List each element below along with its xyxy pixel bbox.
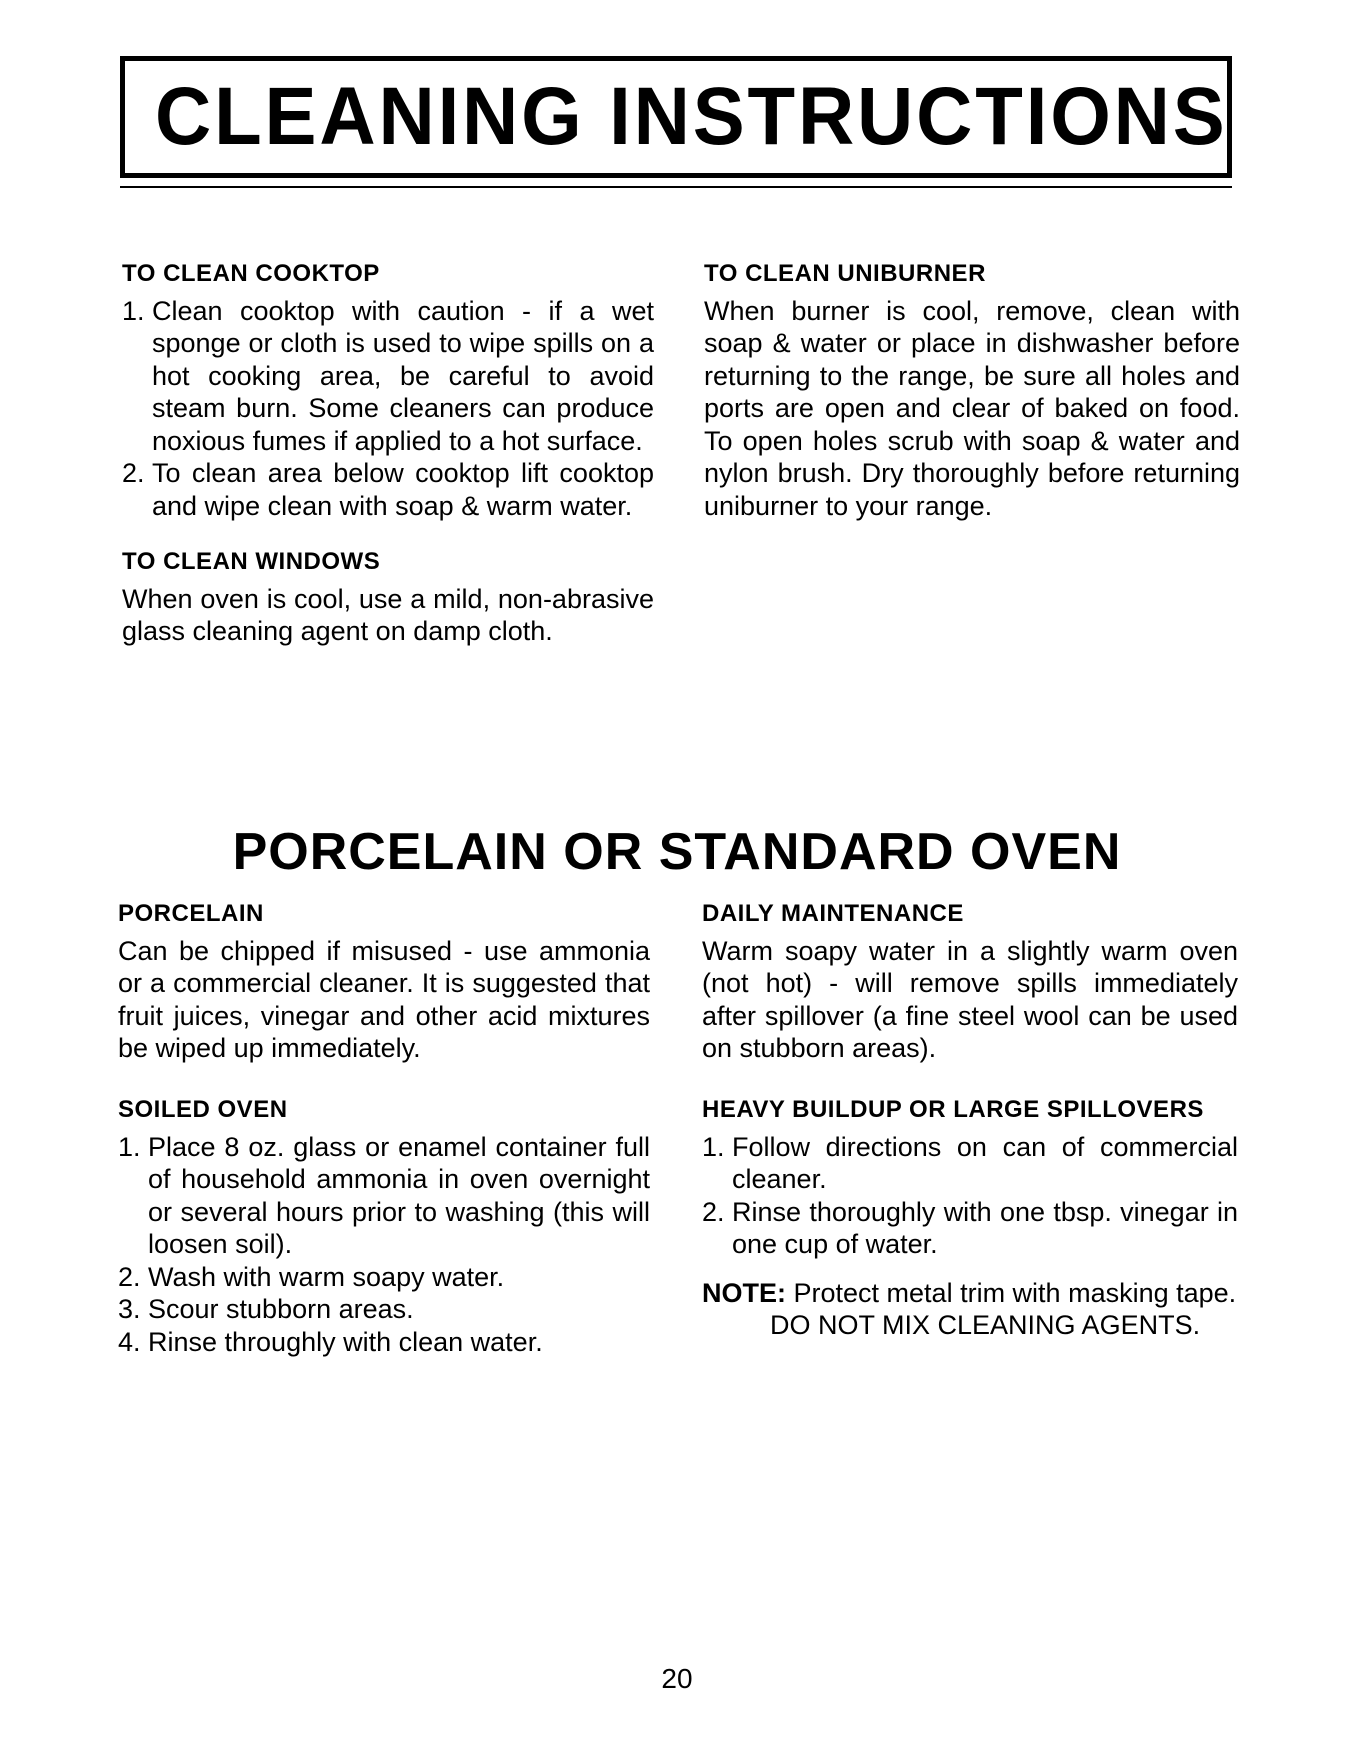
list-text: Rinse thoroughly with one tbsp. vinegar in one cup of water.: [732, 1196, 1238, 1259]
uniburner-text: When burner is cool, remove, clean with soap & water or place in dishwasher before returning to the range, be sure all holes and ports are open and clear of baked on food. To open holes scrub with soap & water and nylon brush. Dry thoroughly before returning uniburner to your range.: [704, 295, 1240, 521]
cooktop-heading: TO CLEAN COOKTOP: [122, 260, 380, 287]
uniburner-section: [704, 258, 1240, 522]
heavy-buildup-heading: HEAVY BUILDUP OR LARGE SPILLOVERS: [702, 1096, 1204, 1123]
list-number: 4.: [118, 1326, 141, 1357]
note-text: Protect metal trim with masking tape.: [793, 1277, 1237, 1308]
note-block: [702, 1277, 1238, 1342]
list-text: Place 8 oz. glass or enamel container full of household ammonia in oven overnight or several hours prior to washing (this will loosen soil).: [148, 1131, 650, 1259]
list-item: [118, 1261, 650, 1294]
daily-maintenance-heading: DAILY MAINTENANCE: [702, 900, 964, 927]
oven-section-title: PORCELAIN OR STANDARD OVEN: [232, 823, 1122, 881]
uniburner-heading: TO CLEAN UNIBURNER: [704, 260, 986, 287]
heavy-buildup-list: [702, 1131, 1238, 1261]
porcelain-text: Can be chipped if misused - use ammonia or a commercial cleaner. It is suggested that fruit juices, vinegar and other acid mixtures be wiped up immediately.: [118, 935, 650, 1063]
note-warning: DO NOT MIX CLEANING AGENTS.: [770, 1310, 1201, 1340]
soiled-oven-section: [118, 1094, 650, 1358]
windows-heading: TO CLEAN WINDOWS: [122, 548, 381, 575]
list-text: Rinse throughly with clean water.: [148, 1326, 543, 1357]
list-text: Wash with warm soapy water.: [148, 1261, 505, 1292]
title-divider: [120, 186, 1232, 188]
list-number: 1.: [118, 1131, 141, 1162]
list-number: 3.: [118, 1294, 141, 1324]
windows-text: When oven is cool, use a mild, non-abrasive glass cleaning agent on damp cloth.: [122, 583, 654, 646]
list-item: [118, 1131, 650, 1261]
daily-maintenance-section: [702, 898, 1238, 1065]
list-item: [118, 1293, 650, 1326]
list-item: [118, 1326, 650, 1359]
list-text: Scour stubborn areas.: [148, 1294, 414, 1324]
list-text: To clean area below cooktop lift cooktop and wipe clean with soap & warm water.: [152, 458, 654, 521]
list-number: 2.: [122, 458, 145, 488]
cooktop-list: [122, 295, 654, 523]
list-text: Clean cooktop with caution - if a wet sponge or cloth is used to wipe spills on a hot cooking area, be careful to avoid steam burn. Some cleaners can produce noxious fumes if applied to a hot surface.: [152, 295, 654, 456]
title-box: [120, 56, 1232, 178]
list-number: 1.: [122, 295, 145, 326]
porcelain-heading: PORCELAIN: [118, 900, 264, 927]
soiled-oven-list: [118, 1131, 650, 1359]
page-number: 20: [661, 1663, 693, 1694]
list-item: [702, 1131, 1238, 1196]
list-item: [702, 1196, 1238, 1261]
heavy-buildup-section: [702, 1094, 1238, 1342]
daily-maintenance-text: Warm soapy water in a slightly warm oven (not hot) - will remove spills immediately after spillover (a fine steel wool can be used on stubborn areas).: [702, 935, 1238, 1063]
list-item: [122, 457, 654, 522]
porcelain-section: [118, 898, 650, 1065]
list-number: 2.: [702, 1196, 725, 1227]
list-text: Follow directions on can of commercial cleaner.: [732, 1131, 1238, 1194]
soiled-oven-heading: SOILED OVEN: [118, 1096, 288, 1123]
list-item: [122, 295, 654, 458]
list-number: 1.: [702, 1131, 725, 1162]
note-label: NOTE:: [702, 1277, 786, 1308]
page-title: CLEANING INSTRUCTIONS: [155, 71, 1228, 162]
windows-section: [122, 546, 654, 648]
cooktop-section: [122, 258, 654, 522]
list-number: 2.: [118, 1261, 141, 1292]
